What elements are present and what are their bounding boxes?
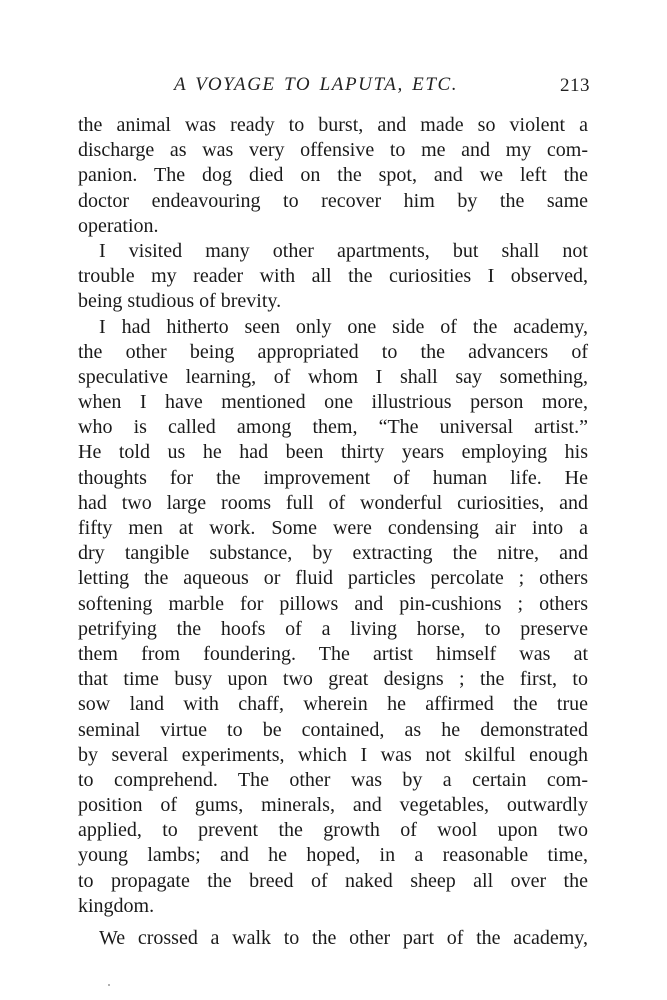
running-header bbox=[78, 74, 590, 100]
text-line: softening marble for pillows and pin-cushions ; others bbox=[78, 592, 588, 615]
paragraph-3 bbox=[78, 315, 588, 920]
text-line: young lambs; and he hoped, in a reasonable time, bbox=[78, 844, 588, 867]
text-line: operation. bbox=[78, 214, 159, 237]
text-line: thoughts for the improvement of human life. He bbox=[78, 466, 588, 489]
paragraph-spacer bbox=[78, 919, 588, 926]
text-line: speculative learning, of whom I shall say something, bbox=[78, 365, 588, 388]
text-line: who is called among them, “The universal artist.” bbox=[78, 416, 588, 439]
text-line: being studious of brevity. bbox=[78, 290, 282, 313]
paragraph-1 bbox=[78, 113, 588, 239]
text-line: the animal was ready to burst, and made so violent a bbox=[78, 114, 588, 136]
text-line: discharge as was very offensive to me and my com- bbox=[78, 139, 588, 162]
text-line: I had hitherto seen only one side of the academy, bbox=[99, 315, 588, 338]
text-line: that time busy upon two great designs ; the first, to bbox=[78, 668, 588, 691]
text-line: them from foundering. The artist himself was at bbox=[78, 642, 588, 665]
text-line: by several experiments, which I was not skilful enough bbox=[78, 743, 588, 766]
text-line: had two large rooms full of wonderful curiosities, and bbox=[78, 491, 588, 514]
paragraph-2 bbox=[78, 239, 588, 315]
text-line: sow land with chaff, wherein he affirmed the true bbox=[78, 693, 588, 716]
page-number: 213 bbox=[560, 75, 590, 96]
text-line: He told us he had been thirty years employing his bbox=[78, 441, 588, 464]
text-line: when I have mentioned one illustrious person more, bbox=[78, 391, 588, 414]
body-text bbox=[78, 113, 588, 951]
text-line: I visited many other apartments, but shall not bbox=[99, 239, 588, 262]
text-line: to comprehend. The other was by a certain com- bbox=[78, 768, 588, 791]
text-line: to propagate the breed of naked sheep all over the bbox=[78, 869, 588, 892]
text-line: applied, to prevent the growth of wool upon two bbox=[78, 819, 588, 842]
text-line: fifty men at work. Some were condensing air into a bbox=[78, 517, 588, 539]
text-line: letting the aqueous or fluid particles percolate ; others bbox=[78, 567, 588, 590]
print-speck bbox=[108, 984, 110, 986]
text-line: petrifying the hoofs of a living horse, to preserve bbox=[78, 617, 588, 640]
text-line: doctor endeavouring to recover him by the same bbox=[78, 189, 588, 212]
text-line: We crossed a walk to the other part of the academy, bbox=[99, 927, 588, 949]
text-line: panion. The dog died on the spot, and we left the bbox=[78, 164, 588, 187]
text-line: position of gums, minerals, and vegetables, outwardly bbox=[78, 794, 588, 817]
text-line: dry tangible substance, by extracting the nitre, and bbox=[78, 542, 588, 565]
text-line: the other being appropriated to the advancers of bbox=[78, 340, 588, 363]
text-line: kingdom. bbox=[78, 894, 155, 917]
text-line: seminal virtue to be contained, as he demonstrated bbox=[78, 718, 588, 741]
text-line: trouble my reader with all the curiosities I observed, bbox=[78, 265, 588, 288]
running-title: A VOYAGE TO LAPUTA, ETC. bbox=[174, 74, 459, 95]
paragraph-4 bbox=[78, 926, 588, 951]
